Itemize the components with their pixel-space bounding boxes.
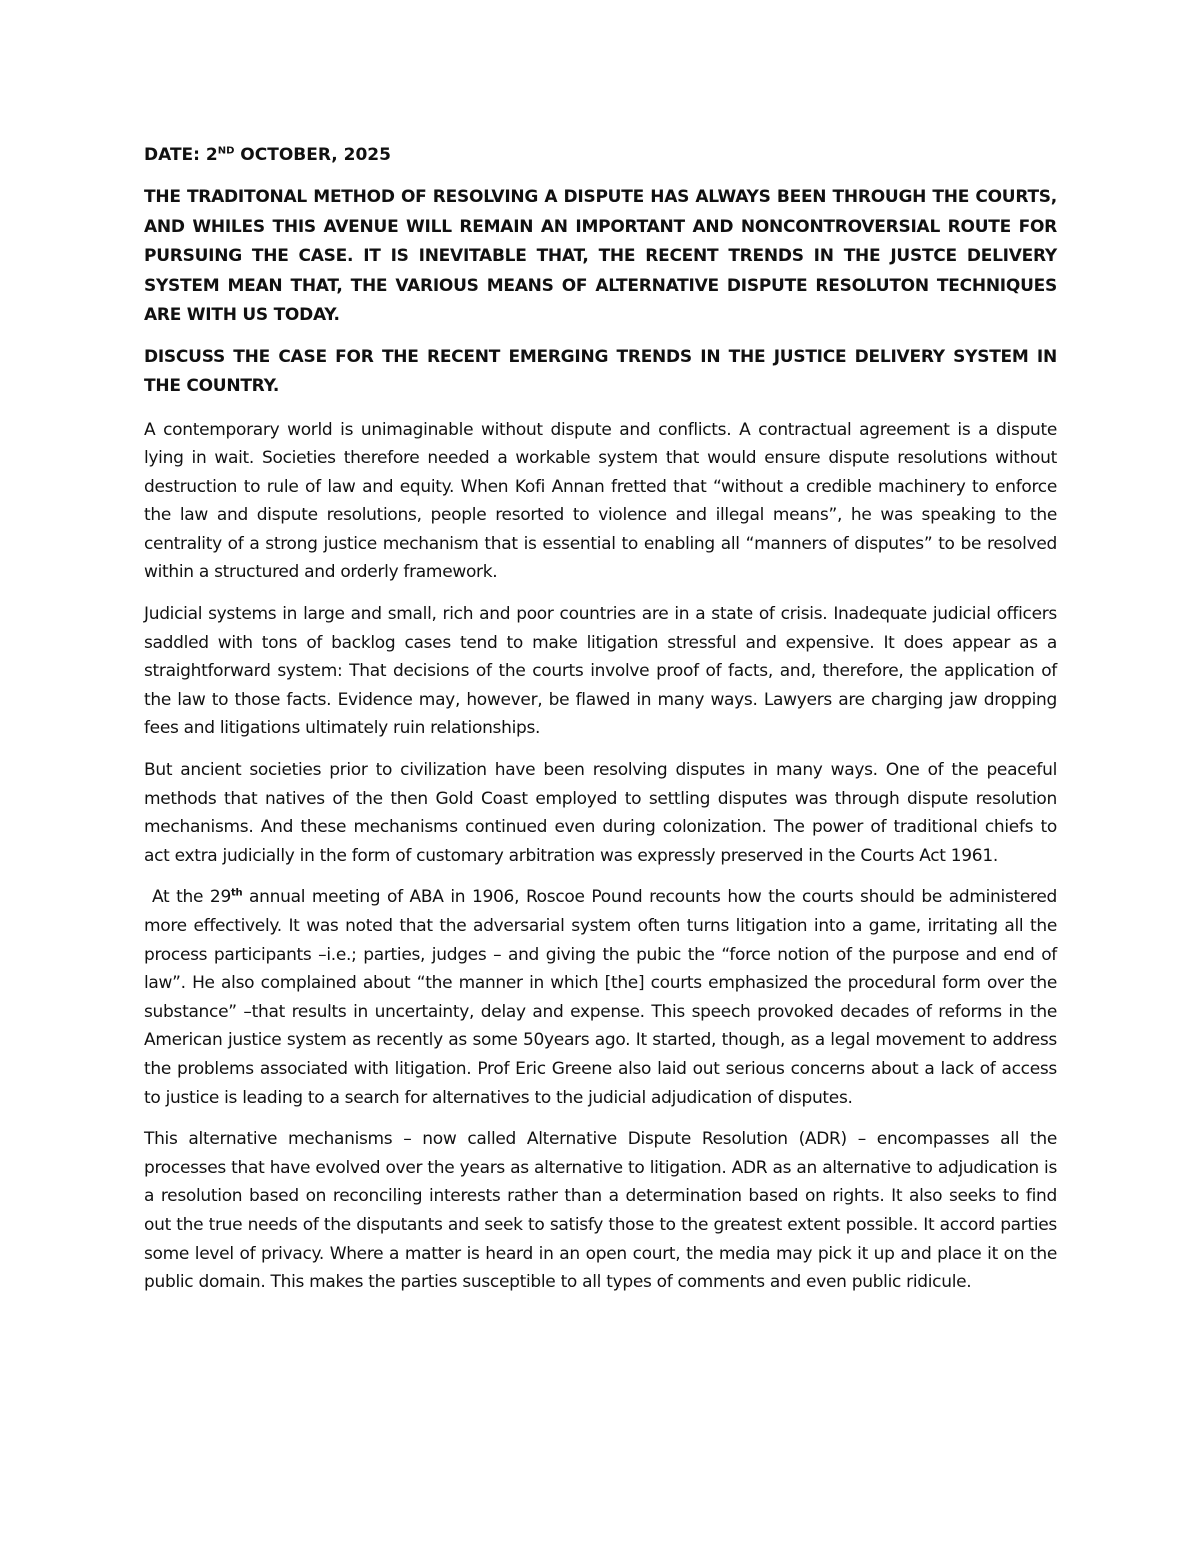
paragraph-roscoe-pound-ordinal: th [230, 887, 243, 899]
question-statement: THE TRADITONAL METHOD OF RESOLVING A DISPUTE HAS ALWAYS BEEN THROUGH THE COURTS, AND WHILES THIS AVENUE WILL REMAIN AN IMPORTANT AND NONCONTROVERSIAL ROUTE FOR PURSUING THE CASE. IT IS INEVITABLE THAT, THE RECENT TRENDS IN THE JUSTCE DELIVERY SYSTEM MEAN THAT, THE VARIOUS MEANS OF ALTERNATIVE DISPUTE RESOLUTON TECHNIQUES ARE WITH US TODAY. [144, 187, 1057, 325]
date-suffix: OCTOBER, 2025 [234, 145, 391, 165]
paragraph-contemporary-world: A contemporary world is unimaginable without dispute and conflicts. A contractual agreement is a dispute lying in wait. Societies therefore needed a workable system that would ensure dispute resolutions without destruction to rule of law and equity. When Kofi Annan fretted that “without a credible machinery to enforce the law and dispute resolutions, people resorted to violence and illegal means”, he was speaking to the centrality of a strong justice mechanism that is essential to enabling all “manners of disputes” to be resolved within a structured and orderly framework. [144, 419, 1057, 583]
paragraph-roscoe-pound-body: annual meeting of ABA in 1906, Roscoe Pound recounts how the courts should be administered more effectively. It was noted that the adversarial system often turns litigation into a game, irritating all the process participants –i.e.; parties, judges – and giving the pubic the “force notion of the purpose and end of law”. He also complained about “the manner in which [the] courts emphasized the procedural form over the substance” –that results in uncertainty, delay and expense. This speech provoked decades of reforms in the American justice system as recently as some 50years ago. It started, though, as a legal movement to address the problems associated with litigation. Prof Eric Greene also laid out serious concerns about a lack of access to justice is leading to a search for alternatives to the judicial adjudication of disputes. [144, 887, 1057, 1108]
paragraph-roscoe-pound [144, 883, 1057, 1112]
paragraph-ancient-societies: But ancient societies prior to civilization have been resolving disputes in many ways. One of the peaceful methods that natives of the then Gold Coast employed to settling disputes was through dispute resolution mechanisms. And these mechanisms continued even during colonization. The power of traditional chiefs to act extra judicially in the form of customary arbitration was expressly preserved in the Courts Act 1961. [144, 760, 1057, 866]
paragraph-roscoe-pound-prefix: At the 29 [152, 887, 231, 908]
paragraph-judicial-crisis: Judicial systems in large and small, rich and poor countries are in a state of crisis. Inadequate judicial officers saddled with tons of backlog cases tend to make litigation stressful and expensive. It does appear as a straightforward system: That decisions of the courts involve proof of facts, and, therefore, the application of the law to those facts. Evidence may, however, be flawed in many ways. Lawyers are charging jaw dropping fees and litigations ultimately ruin relationships. [144, 604, 1057, 739]
paragraph-adr: This alternative mechanisms – now called Alternative Dispute Resolution (ADR) – encompasses all the processes that have evolved over the years as alternative to litigation. ADR as an alternative to adjudication is a resolution based on reconciling interests rather than a determination based on rights. It also seeks to find out the true needs of the disputants and seek to satisfy those to the greatest extent possible. It accord parties some level of privacy. Where a matter is heard in an open court, the media may pick it up and place it on the public domain. This makes the parties susceptible to all types of comments and even public ridicule. [144, 1129, 1057, 1293]
date-line [144, 141, 1057, 169]
question-instruction: DISCUSS THE CASE FOR THE RECENT EMERGING TRENDS IN THE JUSTICE DELIVERY SYSTEM IN THE COUNTRY. [144, 346, 1057, 396]
date-prefix: DATE: 2 [144, 145, 218, 165]
date-ordinal: ND [217, 145, 235, 157]
document-page [144, 141, 1057, 1310]
